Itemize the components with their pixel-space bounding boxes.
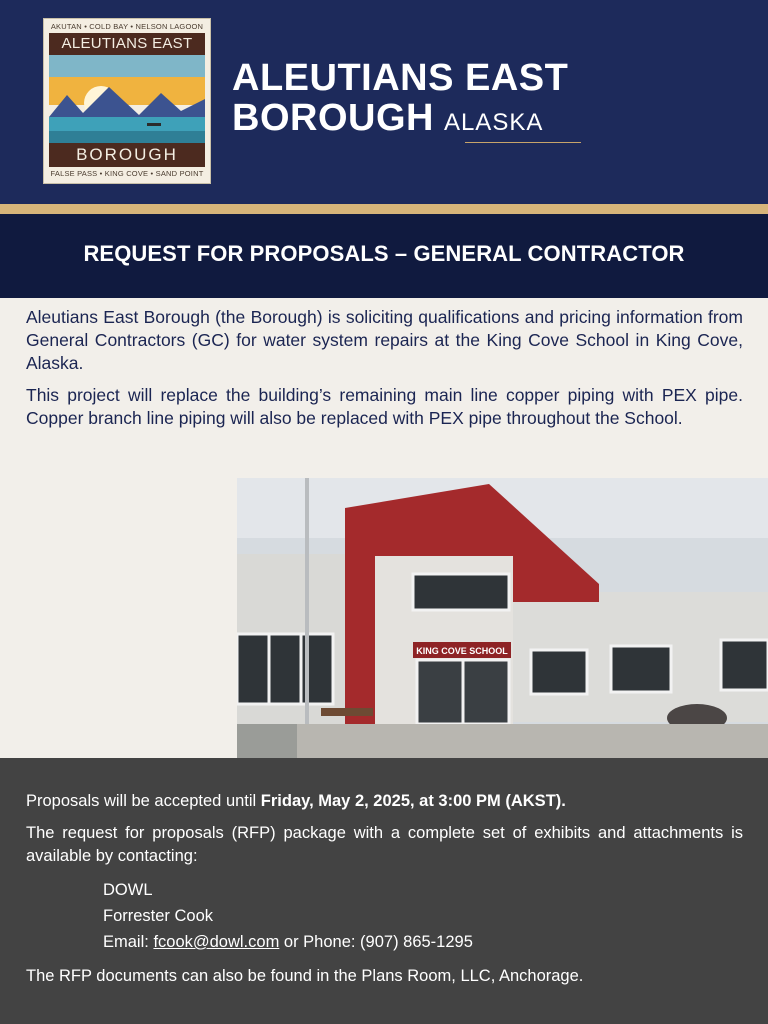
title-line-1: ALEUTIANS EAST bbox=[232, 57, 569, 99]
title-line-2: BOROUGH bbox=[232, 97, 434, 139]
logo-banner-top: ALEUTIANS EAST bbox=[49, 33, 205, 55]
school-sign: KING COVE SCHOOL bbox=[416, 646, 508, 656]
contact-person: Forrester Cook bbox=[103, 907, 214, 925]
title-state: ALASKA bbox=[443, 109, 544, 136]
logo-banner-bottom: BOROUGH bbox=[49, 143, 205, 167]
school-photo bbox=[237, 478, 768, 758]
email-label: Email: bbox=[103, 933, 154, 951]
deadline-prefix: Proposals will be accepted until bbox=[26, 792, 261, 810]
phone-text: or Phone: (907) 865-1295 bbox=[279, 933, 473, 951]
contact-company: DOWL bbox=[103, 881, 153, 899]
email-link[interactable]: fcook@dowl.com bbox=[153, 933, 280, 951]
sunset-mountains-icon bbox=[49, 55, 205, 143]
gold-divider bbox=[0, 204, 768, 214]
organization-title bbox=[232, 58, 568, 143]
contact-block bbox=[103, 877, 743, 955]
logo-top-towns: AKUTAN • COLD BAY • NELSON LAGOON bbox=[50, 22, 204, 31]
intro-section bbox=[26, 306, 743, 439]
borough-logo bbox=[43, 18, 211, 184]
package-paragraph: The request for proposals (RFP) package with a complete set of exhibits and attachments is available by contacting: bbox=[26, 824, 743, 865]
intro-paragraph-1: Aleutians East Borough (the Borough) is soliciting qualifications and pricing information from General Contractors (GC) for water system repairs at the King Cove School in King Cove, Alaska. bbox=[26, 307, 743, 373]
rfp-title: REQUEST FOR PROPOSALS – GENERAL CONTRACTOR bbox=[83, 241, 685, 266]
plans-room-paragraph: The RFP documents can also be found in the Plans Room, LLC, Anchorage. bbox=[26, 967, 584, 985]
deadline-paragraph bbox=[26, 790, 743, 813]
school-building-image bbox=[237, 478, 768, 758]
intro-paragraph-2: This project will replace the building’s remaining main line copper piping with PEX pipe. Copper branch line piping will also be replaced with PEX pipe throughout the School. bbox=[26, 385, 743, 428]
state-underline bbox=[465, 142, 581, 143]
logo-bottom-towns: FALSE PASS • KING COVE • SAND POINT bbox=[50, 169, 204, 178]
deadline-date: Friday, May 2, 2025, at 3:00 PM (AKST). bbox=[260, 792, 566, 810]
contact-line bbox=[103, 929, 743, 955]
footer-section bbox=[26, 790, 743, 997]
